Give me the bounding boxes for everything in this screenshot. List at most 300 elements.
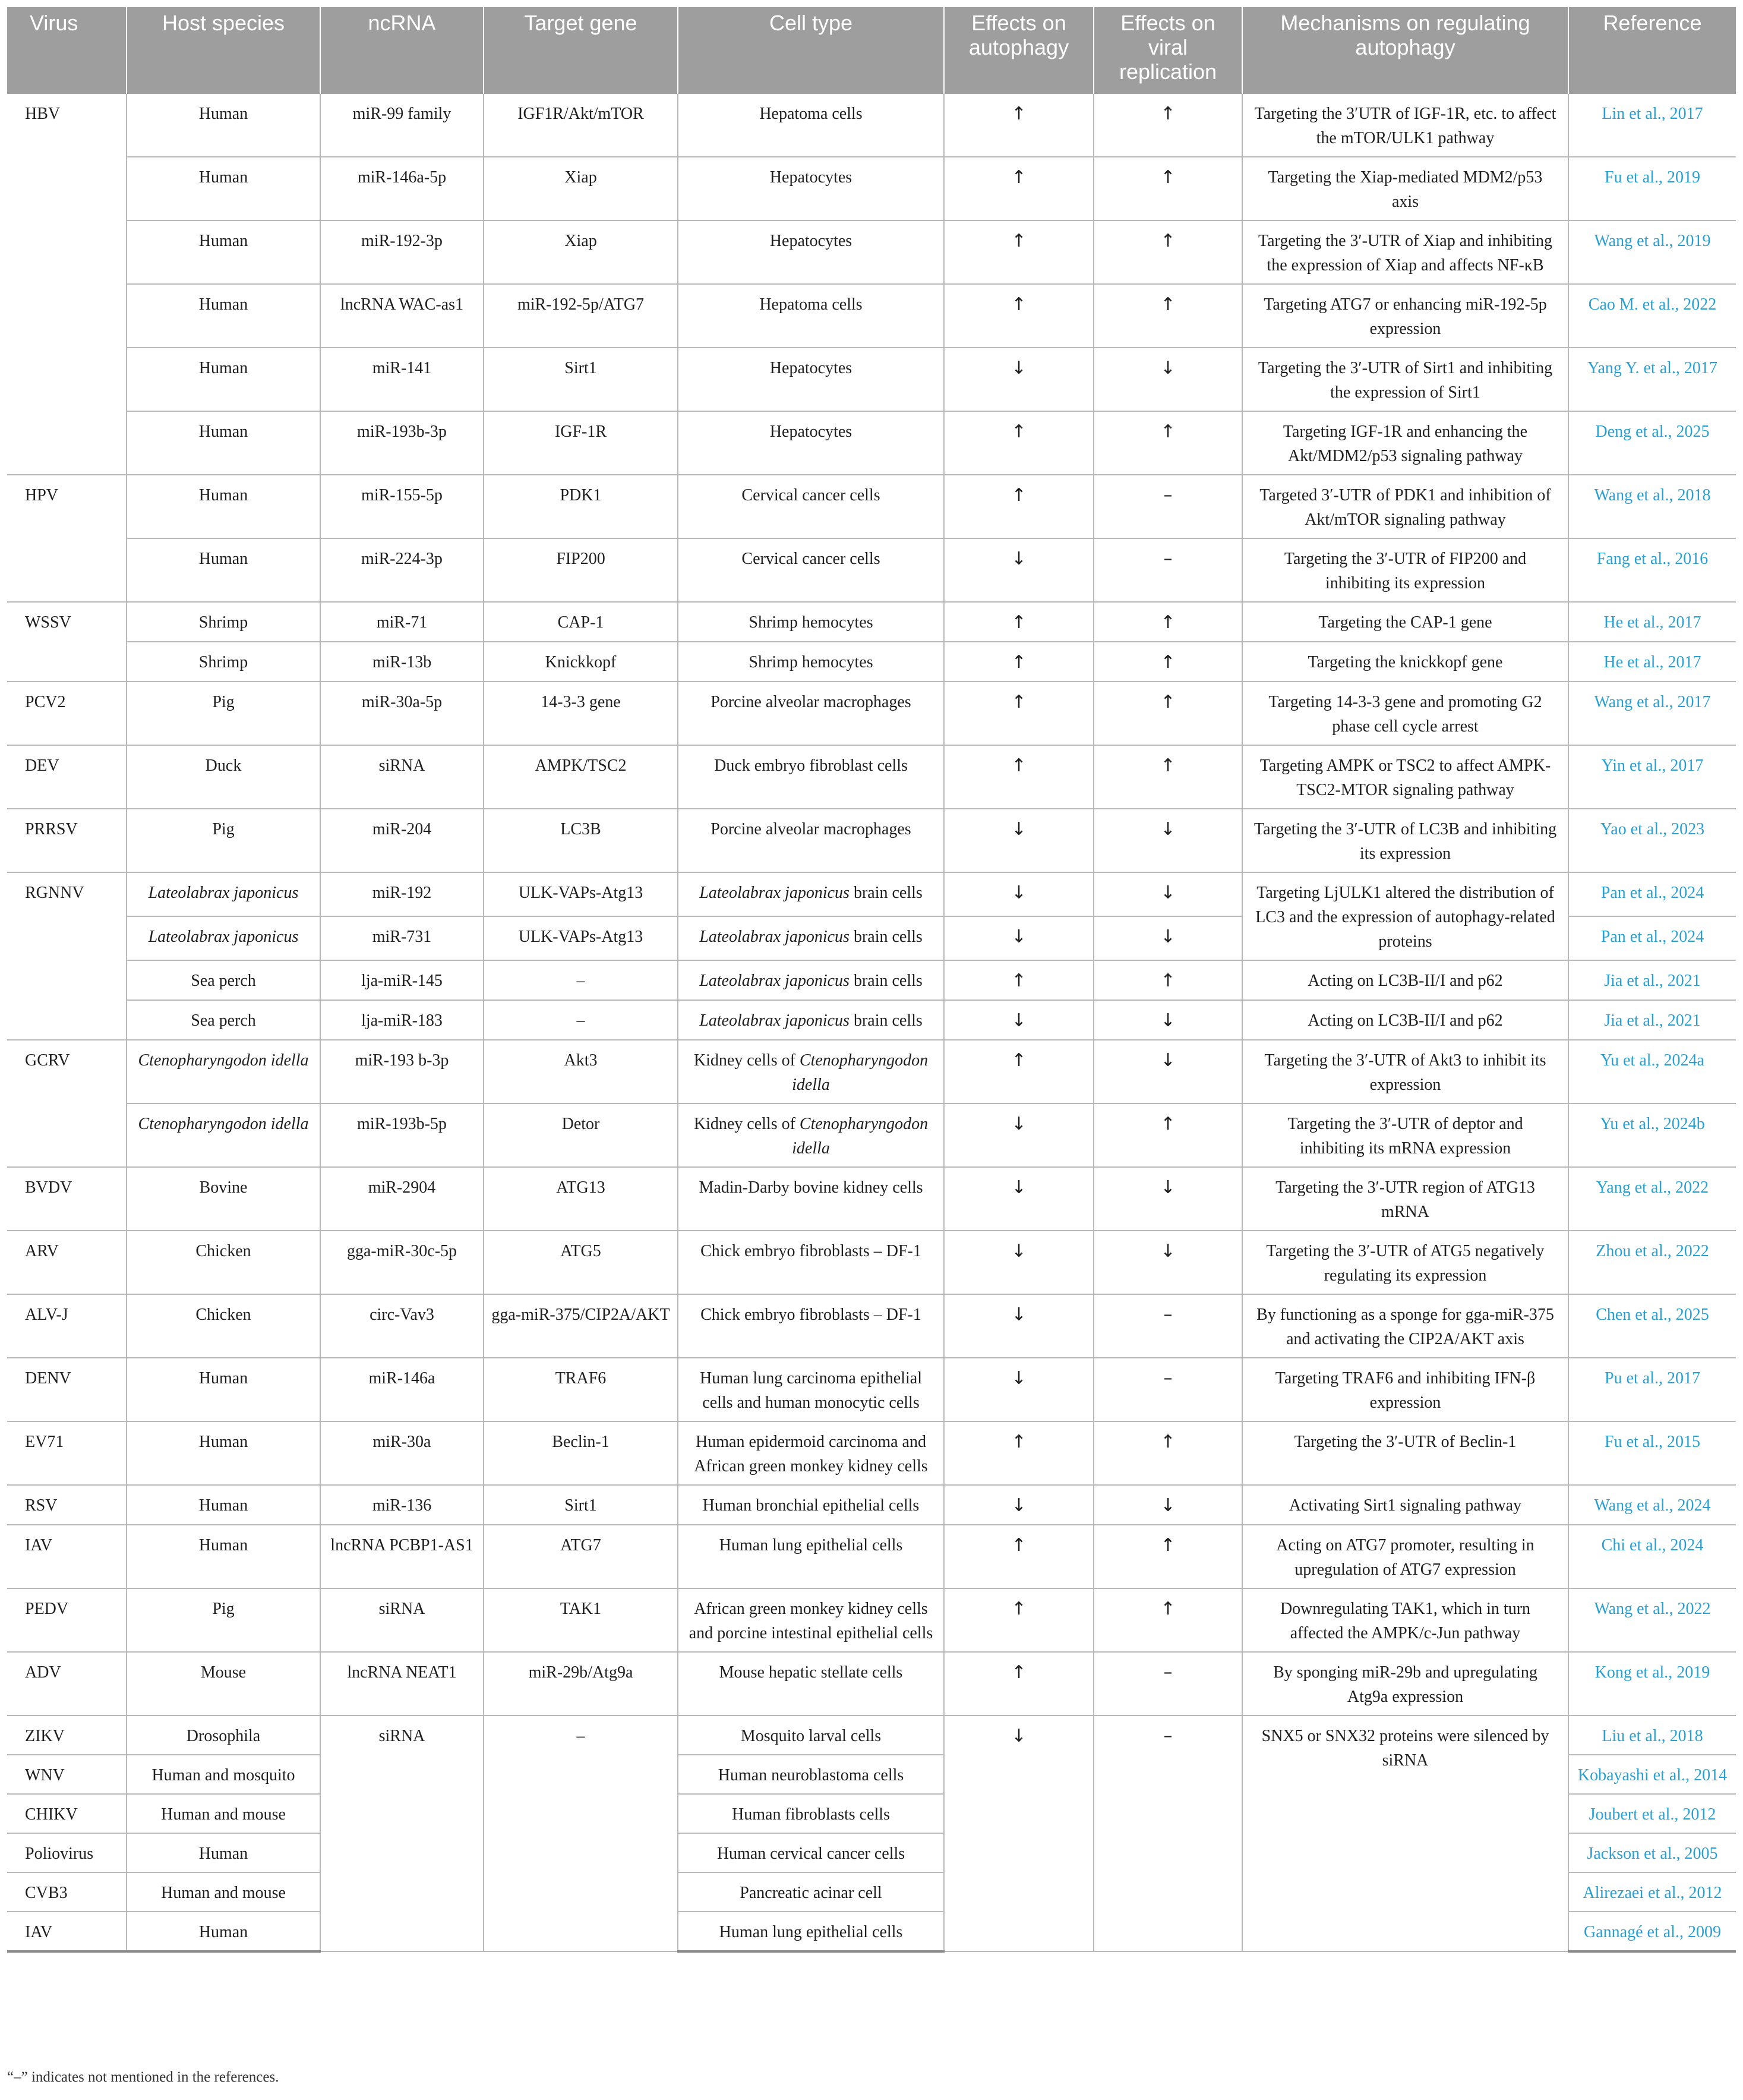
- host-species-cell: Human: [127, 94, 320, 157]
- autophagy-effect: [944, 809, 1094, 872]
- viral-replication-effect: [1094, 1485, 1242, 1525]
- viral-arrow: ↓: [1160, 358, 1176, 379]
- viral-arrow: ↓: [1160, 926, 1176, 947]
- target-gene-cell: CAP-1: [484, 602, 678, 642]
- reference-link[interactable]: Deng et al., 2025: [1568, 411, 1736, 475]
- target-gene-cell: Detor: [484, 1103, 678, 1167]
- virus-cell: EV71: [7, 1421, 127, 1485]
- viral-replication-effect: [1094, 220, 1242, 284]
- ncrna-cell: miR-192: [320, 872, 484, 916]
- autophagy-effect: [944, 1485, 1094, 1525]
- viral-arrow: ↓: [1160, 1495, 1176, 1516]
- target-gene-cell: Xiap: [484, 220, 678, 284]
- mechanism-cell: Targeting the 3′-UTR of FIP200 and inhibiting its expression: [1242, 538, 1568, 602]
- viral-replication-effect: [1094, 916, 1242, 960]
- virus-cell: WNV: [7, 1755, 127, 1794]
- cell-type-cell: Cervical cancer cells: [678, 475, 944, 538]
- target-gene-cell: miR-192-5p/ATG7: [484, 284, 678, 348]
- host-species-cell: Human: [127, 475, 320, 538]
- cell-type-cell: [678, 916, 944, 960]
- virus-cell: ALV-J: [7, 1294, 127, 1358]
- reference-link[interactable]: Wang et al., 2017: [1568, 682, 1736, 745]
- viral-replication-effect: [1094, 157, 1242, 220]
- viral-arrow: ↑: [1160, 612, 1176, 633]
- table-row: [7, 682, 1736, 745]
- target-gene-cell: FIP200: [484, 538, 678, 602]
- target-gene-cell: gga-miR-375/CIP2A/AKT: [484, 1294, 678, 1358]
- table-row: [7, 1652, 1736, 1716]
- autophagy-arrow: ↓: [1011, 819, 1027, 840]
- viral-replication-effect: [1094, 1040, 1242, 1103]
- cell-type-cell: Hepatocytes: [678, 348, 944, 411]
- virus-cell: GCRV: [7, 1040, 127, 1167]
- reference-link[interactable]: Yang Y. et al., 2017: [1568, 348, 1736, 411]
- header-effects-autophagy: Effects on autophagy: [944, 7, 1094, 94]
- reference-link[interactable]: Jia et al., 2021: [1568, 960, 1736, 1000]
- target-gene-cell: TRAF6: [484, 1358, 678, 1421]
- reference-link[interactable]: Alirezaei et al., 2012: [1568, 1872, 1736, 1912]
- reference-link[interactable]: Wang et al., 2019: [1568, 220, 1736, 284]
- autophagy-effect: [944, 538, 1094, 602]
- autophagy-effect: [944, 1358, 1094, 1421]
- host-species-cell: Human: [127, 284, 320, 348]
- autophagy-arrow: ↑: [1011, 692, 1027, 712]
- table-row: [7, 960, 1736, 1000]
- table-row: [7, 475, 1736, 538]
- host-species-cell: Sea perch: [127, 960, 320, 1000]
- mechanism-cell: Targeting the 3′-UTR of Akt3 to inhibit its expression: [1242, 1040, 1568, 1103]
- reference-link[interactable]: Gannagé et al., 2009: [1568, 1912, 1736, 1951]
- viral-arrow: –: [1163, 548, 1173, 569]
- cell-type-text: brain cells: [849, 972, 923, 990]
- ncrna-cell: miR-99 family: [320, 94, 484, 157]
- autophagy-arrow: ↓: [1011, 358, 1027, 379]
- host-species-italic: Ctenopharyngodon idella: [138, 1051, 309, 1070]
- reference-link[interactable]: Lin et al., 2017: [1568, 94, 1736, 157]
- reference-link[interactable]: Pu et al., 2017: [1568, 1358, 1736, 1421]
- reference-link[interactable]: Kobayashi et al., 2014: [1568, 1755, 1736, 1794]
- autophagy-effect: [944, 157, 1094, 220]
- cell-type-cell: Hepatocytes: [678, 157, 944, 220]
- cell-type-cell: African green monkey kidney cells and porcine intestinal epithelial cells: [678, 1588, 944, 1652]
- target-gene-cell: –: [484, 1000, 678, 1040]
- reference-link[interactable]: Kong et al., 2019: [1568, 1652, 1736, 1716]
- virus-cell: RGNNV: [7, 872, 127, 1040]
- reference-link[interactable]: Yu et al., 2024b: [1568, 1103, 1736, 1167]
- host-species-cell: Pig: [127, 1588, 320, 1652]
- table-row: [7, 157, 1736, 220]
- cell-type-text: brain cells: [849, 1011, 923, 1030]
- cell-type-cell: Duck embryo fibroblast cells: [678, 745, 944, 809]
- reference-link[interactable]: Chen et al., 2025: [1568, 1294, 1736, 1358]
- virus-cell: ARV: [7, 1231, 127, 1294]
- target-gene-cell: miR-29b/Atg9a: [484, 1652, 678, 1716]
- cell-type-italic: Lateolabrax japonicus: [699, 884, 850, 902]
- cell-type-cell: Human lung epithelial cells: [678, 1912, 944, 1951]
- table-row: [7, 220, 1736, 284]
- table-row: [7, 602, 1736, 642]
- host-species-cell: Human: [127, 1358, 320, 1421]
- mechanism-cell: Targeting the 3′-UTR region of ATG13 mRNA: [1242, 1167, 1568, 1231]
- viral-arrow: ↑: [1160, 652, 1176, 673]
- viral-replication-effect: [1094, 94, 1242, 157]
- header-virus: Virus: [7, 7, 127, 94]
- mechanism-cell: Targeting IGF-1R and enhancing the Akt/MDM2/p53 signaling pathway: [1242, 411, 1568, 475]
- autophagy-arrow: ↑: [1011, 652, 1027, 673]
- cell-type-italic: Ctenopharyngodon idella: [792, 1051, 929, 1094]
- viral-arrow: ↑: [1160, 1114, 1176, 1134]
- table-row: [7, 1167, 1736, 1231]
- autophagy-arrow: ↑: [1011, 167, 1027, 188]
- host-species-cell: Human: [127, 1833, 320, 1872]
- table-row: [7, 1040, 1736, 1103]
- autophagy-effect: [944, 682, 1094, 745]
- cell-type-cell: [678, 1040, 944, 1103]
- cell-type-text: Kidney cells of: [693, 1051, 800, 1070]
- autophagy-arrow: ↓: [1011, 926, 1027, 947]
- reference-link[interactable]: Cao M. et al., 2022: [1568, 284, 1736, 348]
- cell-type-text: brain cells: [849, 884, 923, 902]
- target-gene-cell: 14-3-3 gene: [484, 682, 678, 745]
- virus-cell: IAV: [7, 1525, 127, 1588]
- host-species-cell: Human: [127, 348, 320, 411]
- autophagy-effect: [944, 1103, 1094, 1167]
- ncrna-cell: miR-136: [320, 1485, 484, 1525]
- viral-replication-effect: [1094, 809, 1242, 872]
- autophagy-arrow: ↑: [1011, 1431, 1027, 1452]
- mechanism-cell: Targeting the 3′-UTR of Xiap and inhibiting the expression of Xiap and affects NF-κB: [1242, 220, 1568, 284]
- host-species-cell: Duck: [127, 745, 320, 809]
- autophagy-effect: [944, 602, 1094, 642]
- cell-type-cell: [678, 872, 944, 916]
- viral-replication-effect: [1094, 1421, 1242, 1485]
- host-species-italic: Lateolabrax japonicus: [148, 928, 299, 946]
- header-mechanisms: Mechanisms on regulating autophagy: [1242, 7, 1568, 94]
- table-row: [7, 538, 1736, 602]
- viral-replication-effect: [1094, 1652, 1242, 1716]
- viral-arrow: ↑: [1160, 755, 1176, 776]
- host-species-cell: Human and mouse: [127, 1872, 320, 1912]
- cell-type-cell: Mouse hepatic stellate cells: [678, 1652, 944, 1716]
- virus-cell: PRRSV: [7, 809, 127, 872]
- cell-type-italic: Ctenopharyngodon idella: [792, 1115, 929, 1158]
- autophagy-arrow: ↑: [1011, 612, 1027, 633]
- ncrna-cell: miR-204: [320, 809, 484, 872]
- virus-cell: CVB3: [7, 1872, 127, 1912]
- cell-type-cell: Human cervical cancer cells: [678, 1833, 944, 1872]
- target-gene-cell: ATG5: [484, 1231, 678, 1294]
- autophagy-effect: [944, 1716, 1094, 1951]
- mechanism-cell: Targeting the 3′-UTR of Sirt1 and inhibiting the expression of Sirt1: [1242, 348, 1568, 411]
- target-gene-cell: Beclin-1: [484, 1421, 678, 1485]
- target-gene-cell: ATG7: [484, 1525, 678, 1588]
- host-species-cell: Human: [127, 1912, 320, 1951]
- viral-replication-effect: [1094, 1358, 1242, 1421]
- reference-link[interactable]: Pan et al., 2024: [1568, 916, 1736, 960]
- viral-replication-effect: [1094, 682, 1242, 745]
- cell-type-cell: Human epidermoid carcinoma and African green monkey kidney cells: [678, 1421, 944, 1485]
- virus-cell: ZIKV: [7, 1716, 127, 1755]
- cell-type-cell: [678, 960, 944, 1000]
- reference-link[interactable]: Jackson et al., 2005: [1568, 1833, 1736, 1872]
- cell-type-cell: Porcine alveolar macrophages: [678, 809, 944, 872]
- autophagy-arrow: ↑: [1011, 103, 1027, 124]
- mechanism-cell: Targeting the Xiap-mediated MDM2/p53 axis: [1242, 157, 1568, 220]
- viral-replication-effect: [1094, 1000, 1242, 1040]
- cell-type-text: brain cells: [849, 928, 923, 946]
- table-row: [7, 1294, 1736, 1358]
- viral-replication-effect: [1094, 1167, 1242, 1231]
- table-row: [7, 872, 1736, 916]
- table-row: [7, 1525, 1736, 1588]
- host-species-cell: Chicken: [127, 1294, 320, 1358]
- autophagy-arrow: ↓: [1011, 1114, 1027, 1134]
- mechanism-cell: Targeting 14-3-3 gene and promoting G2 phase cell cycle arrest: [1242, 682, 1568, 745]
- autophagy-arrow: ↓: [1011, 1726, 1027, 1746]
- viral-arrow: –: [1163, 1304, 1173, 1325]
- header-ncrna: ncRNA: [320, 7, 484, 94]
- table-row: [7, 809, 1736, 872]
- header-effects-viral-replication: Effects on viral replication: [1094, 7, 1242, 94]
- autophagy-arrow: ↓: [1011, 1010, 1027, 1031]
- ncrna-cell: miR-192-3p: [320, 220, 484, 284]
- reference-link[interactable]: Pan et al., 2024: [1568, 872, 1736, 916]
- viral-arrow: ↑: [1160, 231, 1176, 251]
- cell-type-cell: Human neuroblastoma cells: [678, 1755, 944, 1794]
- cell-type-cell: Chick embryo fibroblasts – DF-1: [678, 1231, 944, 1294]
- document: [7, 7, 1736, 1953]
- host-species-cell: Human and mouse: [127, 1794, 320, 1833]
- mechanism-cell: Targeting ATG7 or enhancing miR-192-5p expression: [1242, 284, 1568, 348]
- cell-type-cell: Mosquito larval cells: [678, 1716, 944, 1755]
- ncrna-cell: miR-731: [320, 916, 484, 960]
- autophagy-effect: [944, 284, 1094, 348]
- reference-link[interactable]: Chi et al., 2024: [1568, 1525, 1736, 1588]
- cell-type-cell: Porcine alveolar macrophages: [678, 682, 944, 745]
- ncrna-cell: miR-30a: [320, 1421, 484, 1485]
- reference-link[interactable]: Fu et al., 2015: [1568, 1421, 1736, 1485]
- reference-link[interactable]: Wang et al., 2018: [1568, 475, 1736, 538]
- reference-link[interactable]: Wang et al., 2024: [1568, 1485, 1736, 1525]
- host-species-cell: [127, 872, 320, 916]
- viral-replication-effect: [1094, 1103, 1242, 1167]
- reference-link[interactable]: He et al., 2017: [1568, 602, 1736, 642]
- table-row: [7, 745, 1736, 809]
- viral-arrow: –: [1163, 1662, 1173, 1683]
- ncrna-cell: lncRNA NEAT1: [320, 1652, 484, 1716]
- autophagy-arrow: ↑: [1011, 485, 1027, 506]
- ncrna-cell: lncRNA WAC-as1: [320, 284, 484, 348]
- mechanism-cell: Targeting the CAP-1 gene: [1242, 602, 1568, 642]
- cell-type-italic: Lateolabrax japonicus: [699, 972, 850, 990]
- ncrna-cell: lja-miR-183: [320, 1000, 484, 1040]
- viral-arrow: ↑: [1160, 103, 1176, 124]
- autophagy-arrow: ↑: [1011, 1050, 1027, 1071]
- table-row: [7, 1588, 1736, 1652]
- host-species-cell: Human: [127, 1485, 320, 1525]
- virus-cell: PCV2: [7, 682, 127, 745]
- cell-type-text: Kidney cells of: [693, 1115, 800, 1133]
- virus-cell: DENV: [7, 1358, 127, 1421]
- mechanism-cell: Targeting LjULK1 altered the distribution of LC3 and the expression of autophagy-related proteins: [1242, 872, 1568, 960]
- autophagy-arrow: ↑: [1011, 755, 1027, 776]
- ncrna-cell: miR-193b-3p: [320, 411, 484, 475]
- autophagy-effect: [944, 94, 1094, 157]
- ncrna-cell: siRNA: [320, 1588, 484, 1652]
- viral-replication-effect: [1094, 642, 1242, 682]
- table-row: [7, 1000, 1736, 1040]
- table-footnote: “–” indicates not mentioned in the references.: [7, 2069, 279, 2085]
- ncrna-cell: miR-2904: [320, 1167, 484, 1231]
- autophagy-arrow: ↑: [1011, 970, 1027, 991]
- autophagy-effect: [944, 1294, 1094, 1358]
- cell-type-cell: Pancreatic acinar cell: [678, 1872, 944, 1912]
- mechanism-cell: Targeting the 3′-UTR of ATG5 negatively regulating its expression: [1242, 1231, 1568, 1294]
- viral-arrow: ↓: [1160, 1177, 1176, 1198]
- reference-link[interactable]: Yang et al., 2022: [1568, 1167, 1736, 1231]
- host-species-cell: [127, 916, 320, 960]
- host-species-italic: Ctenopharyngodon idella: [138, 1115, 309, 1133]
- mechanism-cell: Targeting the 3′-UTR of Beclin-1: [1242, 1421, 1568, 1485]
- ncrna-cell: miR-141: [320, 348, 484, 411]
- virus-cell: Poliovirus: [7, 1833, 127, 1872]
- cell-type-cell: Hepatoma cells: [678, 284, 944, 348]
- host-species-cell: [127, 1103, 320, 1167]
- viral-replication-effect: [1094, 1525, 1242, 1588]
- reference-link[interactable]: Fang et al., 2016: [1568, 538, 1736, 602]
- header-cell-type: Cell type: [678, 7, 944, 94]
- mechanism-cell: By functioning as a sponge for gga-miR-375 and activating the CIP2A/AKT axis: [1242, 1294, 1568, 1358]
- viral-replication-effect: [1094, 1294, 1242, 1358]
- host-species-cell: Drosophila: [127, 1716, 320, 1755]
- autophagy-effect: [944, 1167, 1094, 1231]
- viral-replication-effect: [1094, 411, 1242, 475]
- autophagy-effect: [944, 916, 1094, 960]
- host-species-cell: Bovine: [127, 1167, 320, 1231]
- table-row: [7, 1103, 1736, 1167]
- cell-type-cell: Hepatocytes: [678, 220, 944, 284]
- viral-arrow: ↑: [1160, 1535, 1176, 1556]
- reference-link[interactable]: Fu et al., 2019: [1568, 157, 1736, 220]
- ncrna-cell: miR-30a-5p: [320, 682, 484, 745]
- host-species-cell: Mouse: [127, 1652, 320, 1716]
- target-gene-cell: TAK1: [484, 1588, 678, 1652]
- table-row: [7, 1421, 1736, 1485]
- autophagy-effect: [944, 1000, 1094, 1040]
- viral-arrow: ↓: [1160, 819, 1176, 840]
- cell-type-cell: Cervical cancer cells: [678, 538, 944, 602]
- autophagy-arrow: ↑: [1011, 1662, 1027, 1683]
- mechanism-cell: Targeting the 3′-UTR of deptor and inhibiting its mRNA expression: [1242, 1103, 1568, 1167]
- viral-arrow: ↑: [1160, 692, 1176, 712]
- mechanism-cell: By sponging miR-29b and upregulating Atg9a expression: [1242, 1652, 1568, 1716]
- autophagy-arrow: ↓: [1011, 882, 1027, 903]
- target-gene-cell: –: [484, 960, 678, 1000]
- reference-link[interactable]: Yin et al., 2017: [1568, 745, 1736, 809]
- ncrna-cell: miR-146a-5p: [320, 157, 484, 220]
- host-species-cell: Pig: [127, 682, 320, 745]
- ncrna-cell: miR-193 b-3p: [320, 1040, 484, 1103]
- reference-link[interactable]: Wang et al., 2022: [1568, 1588, 1736, 1652]
- target-gene-cell: IGF1R/Akt/mTOR: [484, 94, 678, 157]
- virus-cell: ADV: [7, 1652, 127, 1716]
- autophagy-effect: [944, 1652, 1094, 1716]
- table-row: [7, 1231, 1736, 1294]
- mechanism-cell: Targeting the 3′UTR of IGF-1R, etc. to affect the mTOR/ULK1 pathway: [1242, 94, 1568, 157]
- ncrna-cell: miR-155-5p: [320, 475, 484, 538]
- viral-replication-effect: [1094, 475, 1242, 538]
- reference-link[interactable]: He et al., 2017: [1568, 642, 1736, 682]
- ncrna-cell: circ-Vav3: [320, 1294, 484, 1358]
- target-gene-cell: AMPK/TSC2: [484, 745, 678, 809]
- virus-cell: RSV: [7, 1485, 127, 1525]
- cell-type-cell: Chick embryo fibroblasts – DF-1: [678, 1294, 944, 1358]
- target-gene-cell: Akt3: [484, 1040, 678, 1103]
- ncrna-autophagy-table: [7, 7, 1736, 1953]
- reference-link[interactable]: Yu et al., 2024a: [1568, 1040, 1736, 1103]
- virus-cell: CHIKV: [7, 1794, 127, 1833]
- target-gene-cell: Sirt1: [484, 1485, 678, 1525]
- viral-arrow: –: [1163, 1726, 1173, 1746]
- cell-type-cell: Shrimp hemocytes: [678, 602, 944, 642]
- reference-link[interactable]: Zhou et al., 2022: [1568, 1231, 1736, 1294]
- table-row: [7, 411, 1736, 475]
- target-gene-cell: PDK1: [484, 475, 678, 538]
- autophagy-arrow: ↓: [1011, 1304, 1027, 1325]
- reference-link[interactable]: Liu et al., 2018: [1568, 1716, 1736, 1755]
- cell-type-cell: Human fibroblasts cells: [678, 1794, 944, 1833]
- autophagy-effect: [944, 1525, 1094, 1588]
- target-gene-cell: –: [484, 1716, 678, 1951]
- autophagy-effect: [944, 1421, 1094, 1485]
- autophagy-arrow: ↑: [1011, 1535, 1027, 1556]
- mechanism-cell: Acting on ATG7 promoter, resulting in upregulation of ATG7 expression: [1242, 1525, 1568, 1588]
- cell-type-cell: [678, 1000, 944, 1040]
- reference-link[interactable]: Joubert et al., 2012: [1568, 1794, 1736, 1833]
- reference-link[interactable]: Yao et al., 2023: [1568, 809, 1736, 872]
- ncrna-cell: miR-13b: [320, 642, 484, 682]
- ncrna-cell: miR-71: [320, 602, 484, 642]
- host-species-cell: Human: [127, 220, 320, 284]
- table-row: [7, 348, 1736, 411]
- autophagy-effect: [944, 1588, 1094, 1652]
- host-species-cell: [127, 1040, 320, 1103]
- autophagy-effect: [944, 745, 1094, 809]
- autophagy-effect: [944, 411, 1094, 475]
- ncrna-cell: siRNA: [320, 745, 484, 809]
- cell-type-cell: Human lung carcinoma epithelial cells and human monocytic cells: [678, 1358, 944, 1421]
- autophagy-effect: [944, 872, 1094, 916]
- mechanism-cell: Acting on LC3B-II/I and p62: [1242, 960, 1568, 1000]
- virus-cell: BVDV: [7, 1167, 127, 1231]
- host-species-cell: Chicken: [127, 1231, 320, 1294]
- cell-type-cell: Shrimp hemocytes: [678, 642, 944, 682]
- cell-type-cell: [678, 1103, 944, 1167]
- host-species-italic: Lateolabrax japonicus: [148, 884, 299, 902]
- table-row: [7, 1358, 1736, 1421]
- viral-replication-effect: [1094, 1231, 1242, 1294]
- autophagy-effect: [944, 1231, 1094, 1294]
- cell-type-cell: Madin-Darby bovine kidney cells: [678, 1167, 944, 1231]
- viral-replication-effect: [1094, 960, 1242, 1000]
- host-species-cell: Human: [127, 1421, 320, 1485]
- mechanism-cell: Activating Sirt1 signaling pathway: [1242, 1485, 1568, 1525]
- target-gene-cell: ULK-VAPs-Atg13: [484, 872, 678, 916]
- reference-link[interactable]: Jia et al., 2021: [1568, 1000, 1736, 1040]
- autophagy-arrow: ↑: [1011, 1598, 1027, 1619]
- viral-arrow: ↑: [1160, 1598, 1176, 1619]
- ncrna-cell: gga-miR-30c-5p: [320, 1231, 484, 1294]
